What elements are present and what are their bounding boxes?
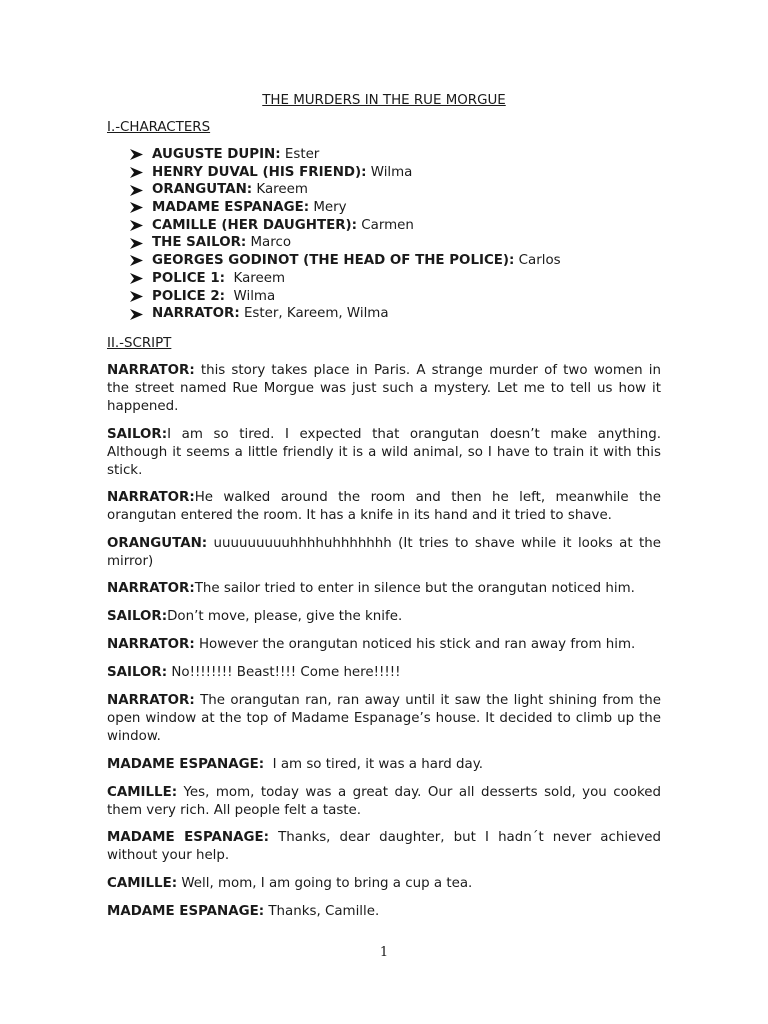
character-role: POLICE 2: [152, 288, 226, 304]
speaker-text: Yes, mom, today was a great day. Our all desserts sold, you cooked them very rich. All people felt a taste. [107, 785, 661, 818]
script-line [107, 784, 661, 820]
character-role: ORANGUTAN: [152, 182, 253, 198]
script-line [107, 362, 661, 416]
speaker-text: No!!!!!!!! Beast!!!! Come here!!!!! [167, 665, 401, 680]
character-role: MADAME ESPANAGE: [152, 200, 310, 216]
character-role: THE SAILOR: [152, 235, 247, 251]
list-item [130, 288, 561, 306]
list-item [130, 305, 561, 323]
speaker-name: NARRATOR: [107, 637, 195, 652]
speaker-text: I am so tired, it was a hard day. [264, 757, 483, 772]
character-actor: Marco [246, 235, 292, 251]
arrow-bullet-icon [130, 149, 152, 160]
arrow-bullet-icon [130, 309, 152, 320]
speaker-name: NARRATOR: [107, 490, 195, 505]
script-heading-label: II.-SCRIPT [107, 336, 172, 351]
character-role: HENRY DUVAL (HIS FRIEND): [152, 164, 367, 180]
script-line [107, 426, 661, 480]
script-line [107, 489, 661, 525]
speaker-name: SAILOR: [107, 427, 168, 442]
speaker-name: NARRATOR: [107, 363, 195, 378]
character-role: GEORGES GODINOT (THE HEAD OF THE POLICE): [152, 253, 515, 269]
list-item [130, 181, 561, 199]
speaker-name: MADAME ESPANAGE: [107, 904, 265, 919]
character-role: AUGUSTE DUPIN: [152, 147, 281, 162]
arrow-bullet-icon [130, 255, 152, 266]
speaker-text: uuuuuuuuuhhhhuhhhhhhh (It tries to shave while it looks at the mirror) [107, 536, 661, 569]
list-item [130, 270, 561, 288]
script-line [107, 692, 661, 746]
arrow-bullet-icon [130, 238, 152, 249]
speaker-text: Well, mom, I am going to bring a cup a tea. [177, 876, 473, 891]
speaker-text: The sailor tried to enter in silence but the orangutan noticed him. [194, 581, 635, 596]
characters-list [130, 146, 561, 323]
character-role: NARRATOR: [152, 306, 240, 322]
speaker-text: Thanks, dear daughter, but I hadn´t never achieved without your help. [107, 830, 661, 863]
arrow-bullet-icon [130, 220, 152, 231]
script-line [107, 875, 661, 893]
list-item [130, 252, 561, 270]
speaker-text: Thanks, Camille. [264, 904, 380, 919]
script-line [107, 636, 661, 654]
script-line [107, 608, 661, 626]
script-line [107, 829, 661, 865]
page-number: 1 [379, 945, 389, 960]
characters-heading [107, 119, 210, 137]
script-line [107, 756, 661, 774]
speaker-text: The orangutan ran, ran away until it saw the light shining from the open window at the top of Madame Espanage’s house. It decided to climb up the window. [107, 693, 661, 744]
character-actor: Kareem [225, 270, 286, 286]
characters-heading-label: I.-CHARACTERS [107, 120, 211, 135]
speaker-text: However the orangutan noticed his stick and ran away from him. [194, 637, 636, 652]
character-role: POLICE 1: [152, 270, 226, 286]
speaker-text: I am so tired. I expected that orangutan doesn’t make anything. Although it seems a little friendly it is a wild animal, so I have to train it with this stick. [107, 427, 661, 478]
list-item [130, 164, 561, 182]
speaker-text: this story takes place in Paris. A strange murder of two women in the street named Rue Morgue was just such a mystery. Let me to tell us how it happened. [107, 363, 661, 414]
speaker-name: CAMILLE: [107, 785, 178, 800]
document-title: THE MURDERS IN THE RUE MORGUE [262, 93, 506, 108]
speaker-name: CAMILLE: [107, 876, 178, 891]
character-actor: Wilma [366, 164, 413, 180]
arrow-bullet-icon [130, 202, 152, 213]
arrow-bullet-icon [130, 273, 152, 284]
speaker-name: MADAME ESPANAGE: [107, 757, 265, 772]
speaker-text: He walked around the room and then he left, meanwhile the orangutan entered the room. It has a knife in its hand and it tried to shave. [107, 490, 661, 523]
character-actor: Wilma [225, 288, 276, 304]
character-actor: Carlos [514, 253, 561, 269]
character-role: CAMILLE (HER DAUGHTER): [152, 217, 358, 233]
script-line [107, 664, 661, 682]
list-item [130, 146, 561, 164]
speaker-name: NARRATOR: [107, 581, 195, 596]
script-line [107, 580, 661, 598]
list-item [130, 217, 561, 235]
script-heading [107, 335, 171, 353]
arrow-bullet-icon [130, 185, 152, 196]
script-line [107, 903, 661, 921]
speaker-name: MADAME ESPANAGE: [107, 830, 269, 845]
character-actor: Carmen [357, 217, 414, 233]
character-actor: Mery [309, 200, 347, 216]
speaker-name: SAILOR: [107, 609, 168, 624]
speaker-name: SAILOR: [107, 665, 168, 680]
script-line [107, 535, 661, 571]
list-item [130, 199, 561, 217]
arrow-bullet-icon [130, 167, 152, 178]
speaker-text: Don’t move, please, give the knife. [167, 609, 403, 624]
speaker-name: ORANGUTAN: [107, 536, 208, 551]
character-actor: Ester, Kareem, Wilma [239, 306, 389, 322]
speaker-name: NARRATOR: [107, 693, 195, 708]
character-actor: Ester [280, 147, 320, 162]
list-item [130, 234, 561, 252]
character-actor: Kareem [252, 182, 308, 198]
arrow-bullet-icon [130, 291, 152, 302]
